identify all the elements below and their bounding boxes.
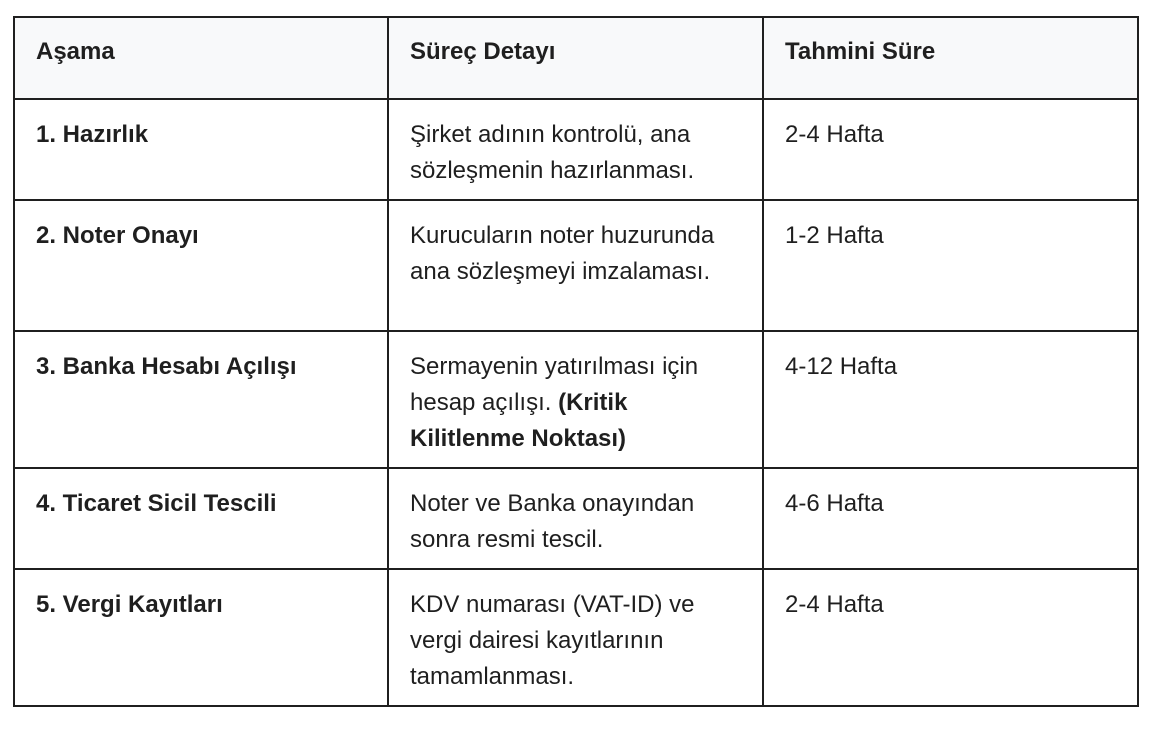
header-estimated-duration: Tahmini Süre [763,17,1138,99]
detail-cell [388,468,763,569]
detail-cell [388,569,763,706]
header-stage: Aşama [14,17,388,99]
detail-text: Kurucuların noter huzurunda ana sözleşmeyi imzalaması. [410,222,715,285]
detail-text: Sermayenin yatırılması için hesap açılışı. [410,353,699,416]
duration-cell: 4-6 Hafta [763,468,1138,569]
duration-cell: 4-12 Hafta [763,331,1138,468]
stage-cell: 5. Vergi Kayıtları [14,569,388,706]
header-process-detail: Süreç Detayı [388,17,763,99]
detail-cell [388,200,763,331]
duration-cell: 2-4 Hafta [763,569,1138,706]
table-row [14,99,1138,200]
stage-cell: 3. Banka Hesabı Açılışı [14,331,388,468]
table-row [14,200,1138,331]
table-row [14,468,1138,569]
critical-bottleneck-note: (Kritik Kilitlenme Noktası) [410,389,628,452]
detail-text: Noter ve Banka onayından sonra resmi tescil. [410,490,695,553]
duration-cell: 1-2 Hafta [763,200,1138,331]
detail-cell [388,99,763,200]
process-table-container [13,16,1137,707]
duration-cell: 2-4 Hafta [763,99,1138,200]
stage-cell: 2. Noter Onayı [14,200,388,331]
detail-text: KDV numarası (VAT-ID) ve vergi dairesi kayıtlarının tamamlanması. [410,591,695,690]
stage-cell: 4. Ticaret Sicil Tescili [14,468,388,569]
process-table [13,16,1139,707]
detail-text: Şirket adının kontrolü, ana sözleşmenin hazırlanması. [410,121,695,184]
detail-cell [388,331,763,468]
table-row [14,569,1138,706]
table-header-row [14,17,1138,99]
table-row [14,331,1138,468]
stage-cell: 1. Hazırlık [14,99,388,200]
